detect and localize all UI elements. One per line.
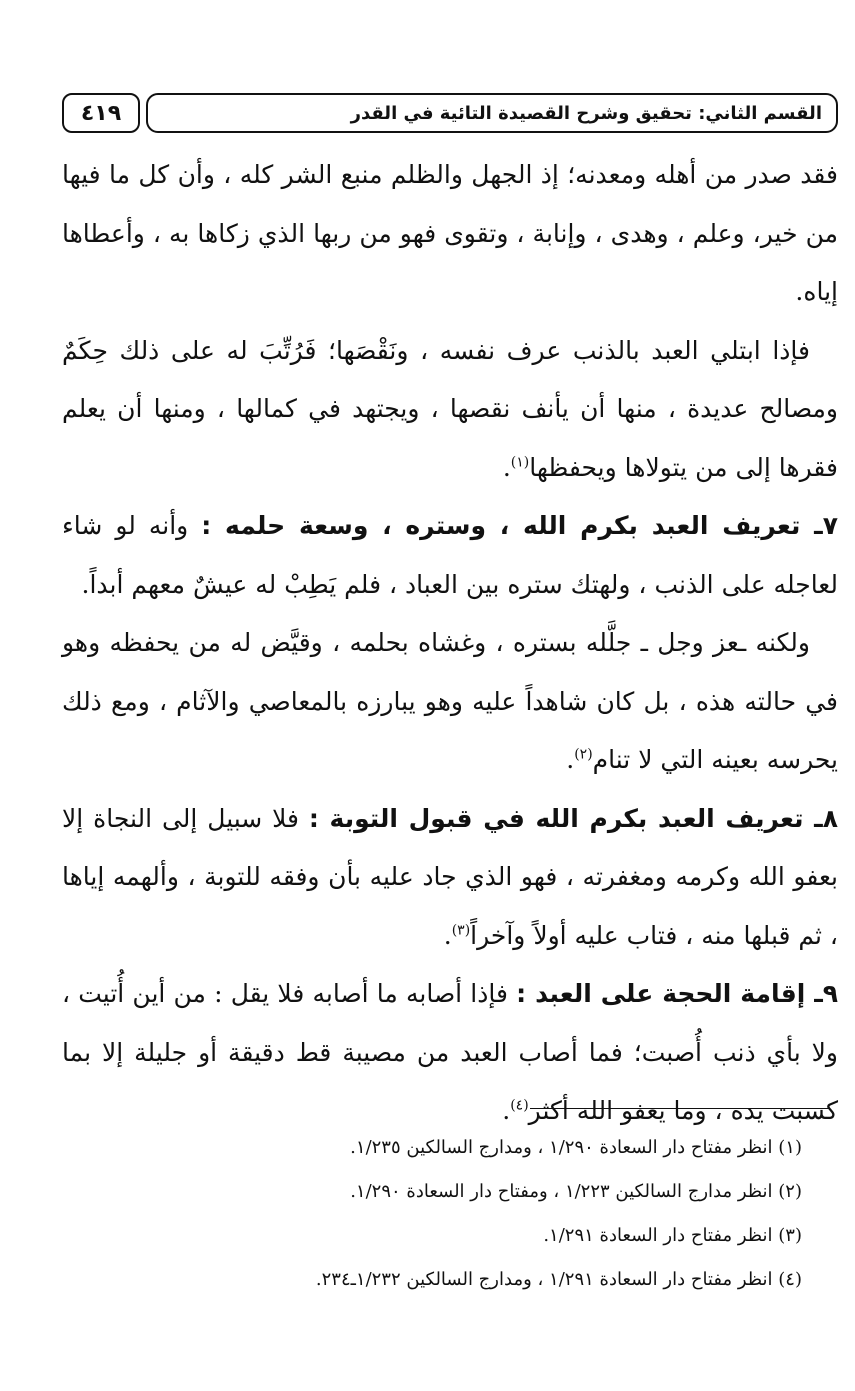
section-9-heading: ٩ـ إقامة الحجة على العبد : — [516, 979, 839, 1008]
footnote-2: (٢) انظر مدارج السالكين ١/٢٢٣ ، ومفتاح دار السعادة ١/٢٩٠. — [350, 1181, 802, 1202]
paragraph-1-text: فقد صدر من أهله ومعدنه؛ إذ الجهل والظلم منبع الشر كله ، وأن كل ما فيها من خير، وعلم ، وهدى ، وإنابة ، وتقوى فهو من ربها الذي زكاها به ، وأعطاها إياه. — [62, 160, 838, 306]
paragraph-4: ولكنه ـعز وجل ـ جلَّله بستره ، وغشاه بحلمه ، وقيَّض له من يحفظه وهو في حالته هذه ، بل كان شاهداً عليه وهو يبارزه بالمعاصي والآثام ، ومع ذلك يحرسه بعينه التي لا تنام$^{(٢)}$. — [62, 628, 838, 774]
section-8-heading: ٨ـ تعريف العبد بكرم الله في قبول التوبة : — [308, 803, 838, 833]
paragraph-3 — [62, 497, 838, 614]
page-number: ٤١٩ — [62, 93, 140, 133]
paragraph-1 — [62, 146, 838, 322]
running-title-text: القسم الثاني: تحقيق وشرح القصيدة التائية في القدر — [350, 102, 822, 124]
paragraph-6-text: فإذا أصابه ما أصابه فلا يقل : من أين أُتيت ، ولا بأي ذنب أُصبت؛ فما أصاب العبد من مصيبة قط دقيقة أو جليلة إلا بما كسبت يده ، وما يعفو الله أكثر — [62, 979, 838, 1125]
section-7-heading: ٧ـ تعريف العبد بكرم الله ، وستره ، وسعة حلمه : — [201, 511, 838, 540]
footnote-divider — [530, 1108, 830, 1109]
page-header — [62, 93, 838, 137]
paragraph-5: ٨ـ تعريف العبد بكرم الله في قبول التوبة : فلا سبيل إلى النجاة إلا بعفو الله وكرمه ومغفرته ، فهو الذي جاد عليه بأن وفقه للتوبة ، وألهمه إياها ، ثم قبلها منه ، فتاب عليه أولاً وآخراً$^{(٣)}$. — [62, 803, 838, 950]
footnote-3: (٣) انظر مفتاح دار السعادة ١/٢٩١. — [543, 1225, 802, 1246]
footnote-1: (١) انظر مفتاح دار السعادة ١/٢٩٠ ، ومدارج السالكين ١/٢٣٥. — [350, 1137, 802, 1158]
paragraph-6: ٩ـ إقامة الحجة على العبد : فإذا أصابه ما أصابه فلا يقل : من أين أُتيت ، ولا بأي ذنب أُصبت؛ فما أصاب العبد من مصيبة قط دقيقة أو جليلة إلا بما كسبت يده ، وما يعفو الله أكثر$^{(٤)}$. — [62, 979, 839, 1125]
footnote-ref-1[interactable]: (١) — [510, 454, 530, 471]
footnote-ref-2[interactable]: (٢) — [574, 746, 593, 763]
footnote-4: (٤) انظر مفتاح دار السعادة ١/٢٩١ ، ومدارج السالكين ١/٢٣٢ـ٢٣٤. — [315, 1269, 802, 1290]
paragraph-3-text: وأنه لو شاء لعاجله على الذنب ، ولهتك ستره بين العباد ، فلم يَطِبْ له عيشٌ معهم أبداً. — [62, 511, 838, 599]
main-text — [62, 146, 838, 1141]
paragraph-4-text: ولكنه ـعز وجل ـ جلَّله بستره ، وغشاه بحلمه ، وقيَّض له من يحفظه وهو في حالته هذه ، بل كان شاهداً عليه وهو يبارزه بالمعاصي والآثام ، ومع ذلك يحرسه بعينه التي لا تنام — [62, 628, 838, 774]
paragraph-2-text: فإذا ابتلي العبد بالذنب عرف نفسه ، ونَقْصَها؛ فَرُتِّبَ له على ذلك حِكَمٌ ومصالح عديدة ، منها أن يأنف نقصها ، ويجتهد في كمالها ، ومنها أن يعلم فقرها إلى من يتولاها ويحفظها — [62, 335, 838, 482]
running-title — [146, 93, 838, 133]
footnote-ref-4[interactable]: (٤) — [510, 1097, 529, 1114]
footnotes — [62, 1126, 802, 1302]
paragraph-2: فإذا ابتلي العبد بالذنب عرف نفسه ، ونَقْصَها؛ فَرُتِّبَ له على ذلك حِكَمٌ ومصالح عديدة ، منها أن يأنف نقصها ، ويجتهد في كمالها ، ومنها أن يعلم فقرها إلى من يتولاها ويحفظها$^{(١)}$. — [62, 335, 838, 482]
paragraph-5-text: فلا سبيل إلى النجاة إلا بعفو الله وكرمه ومغفرته ، فهو الذي جاد عليه بأن وفقه للتوبة ، وألهمه إياها ، ثم قبلها منه ، فتاب عليه أولاً وآخراً — [62, 803, 838, 950]
footnote-ref-3[interactable]: (٣) — [451, 922, 471, 939]
